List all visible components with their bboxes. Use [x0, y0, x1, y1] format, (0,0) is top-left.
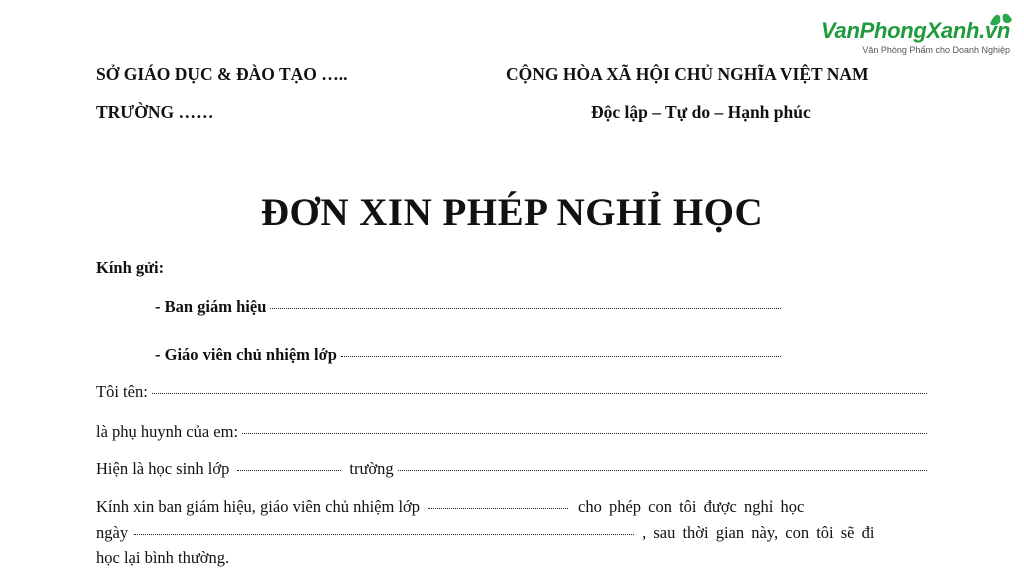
motto-header: Độc lập – Tự do – Hạnh phúc	[591, 102, 811, 122]
parent-line	[96, 422, 929, 442]
recipient-teacher-line	[155, 345, 783, 365]
fill-line	[398, 469, 927, 471]
parent-label: là phụ huynh của em:	[96, 422, 239, 441]
document-title: ĐƠN XIN PHÉP NGHỈ HỌC	[260, 191, 764, 234]
recipient-board-line	[155, 297, 783, 317]
fill-line	[242, 432, 927, 434]
class-line	[96, 459, 929, 479]
request-line-2	[96, 523, 934, 543]
days-label: ngày	[96, 523, 129, 542]
fill-line	[341, 355, 781, 357]
watermark-tagline: Văn Phòng Phẩm cho Doanh Nghiệp	[862, 45, 1010, 55]
fill-line	[428, 507, 568, 509]
watermark-brand: VanPhongXanh.vn	[820, 18, 1010, 43]
fill-line	[152, 392, 927, 394]
after-text: , sau thời gian này, con tôi sẽ đi	[642, 523, 875, 542]
fill-line	[134, 533, 634, 535]
school-label: trường	[349, 459, 394, 478]
fill-line	[270, 307, 781, 309]
recipient-teacher-label: - Giáo viên chủ nhiệm lớp	[155, 345, 337, 364]
recipient-board-label: - Ban giám hiệu	[155, 297, 267, 316]
name-line	[96, 382, 929, 402]
name-label: Tôi tên:	[96, 382, 148, 401]
request-line-1	[96, 497, 934, 517]
request-mid-text: cho phép con tôi được nghỉ học	[578, 497, 805, 516]
school-header: TRƯỜNG ……	[96, 102, 214, 122]
nation-header: CỘNG HÒA XÃ HỘI CHỦ NGHĨA VIỆT NAM	[506, 64, 869, 84]
request-start-text: Kính xin ban giám hiệu, giáo viên chủ nhiệm lớp	[96, 497, 420, 516]
fill-line	[237, 469, 341, 471]
class-label: Hiện là học sinh lớp	[96, 459, 230, 478]
return-text: học lại bình thường.	[96, 548, 230, 567]
greeting: Kính gửi:	[96, 258, 165, 277]
dept-header: SỞ GIÁO DỤC & ĐÀO TẠO …..	[96, 64, 348, 84]
